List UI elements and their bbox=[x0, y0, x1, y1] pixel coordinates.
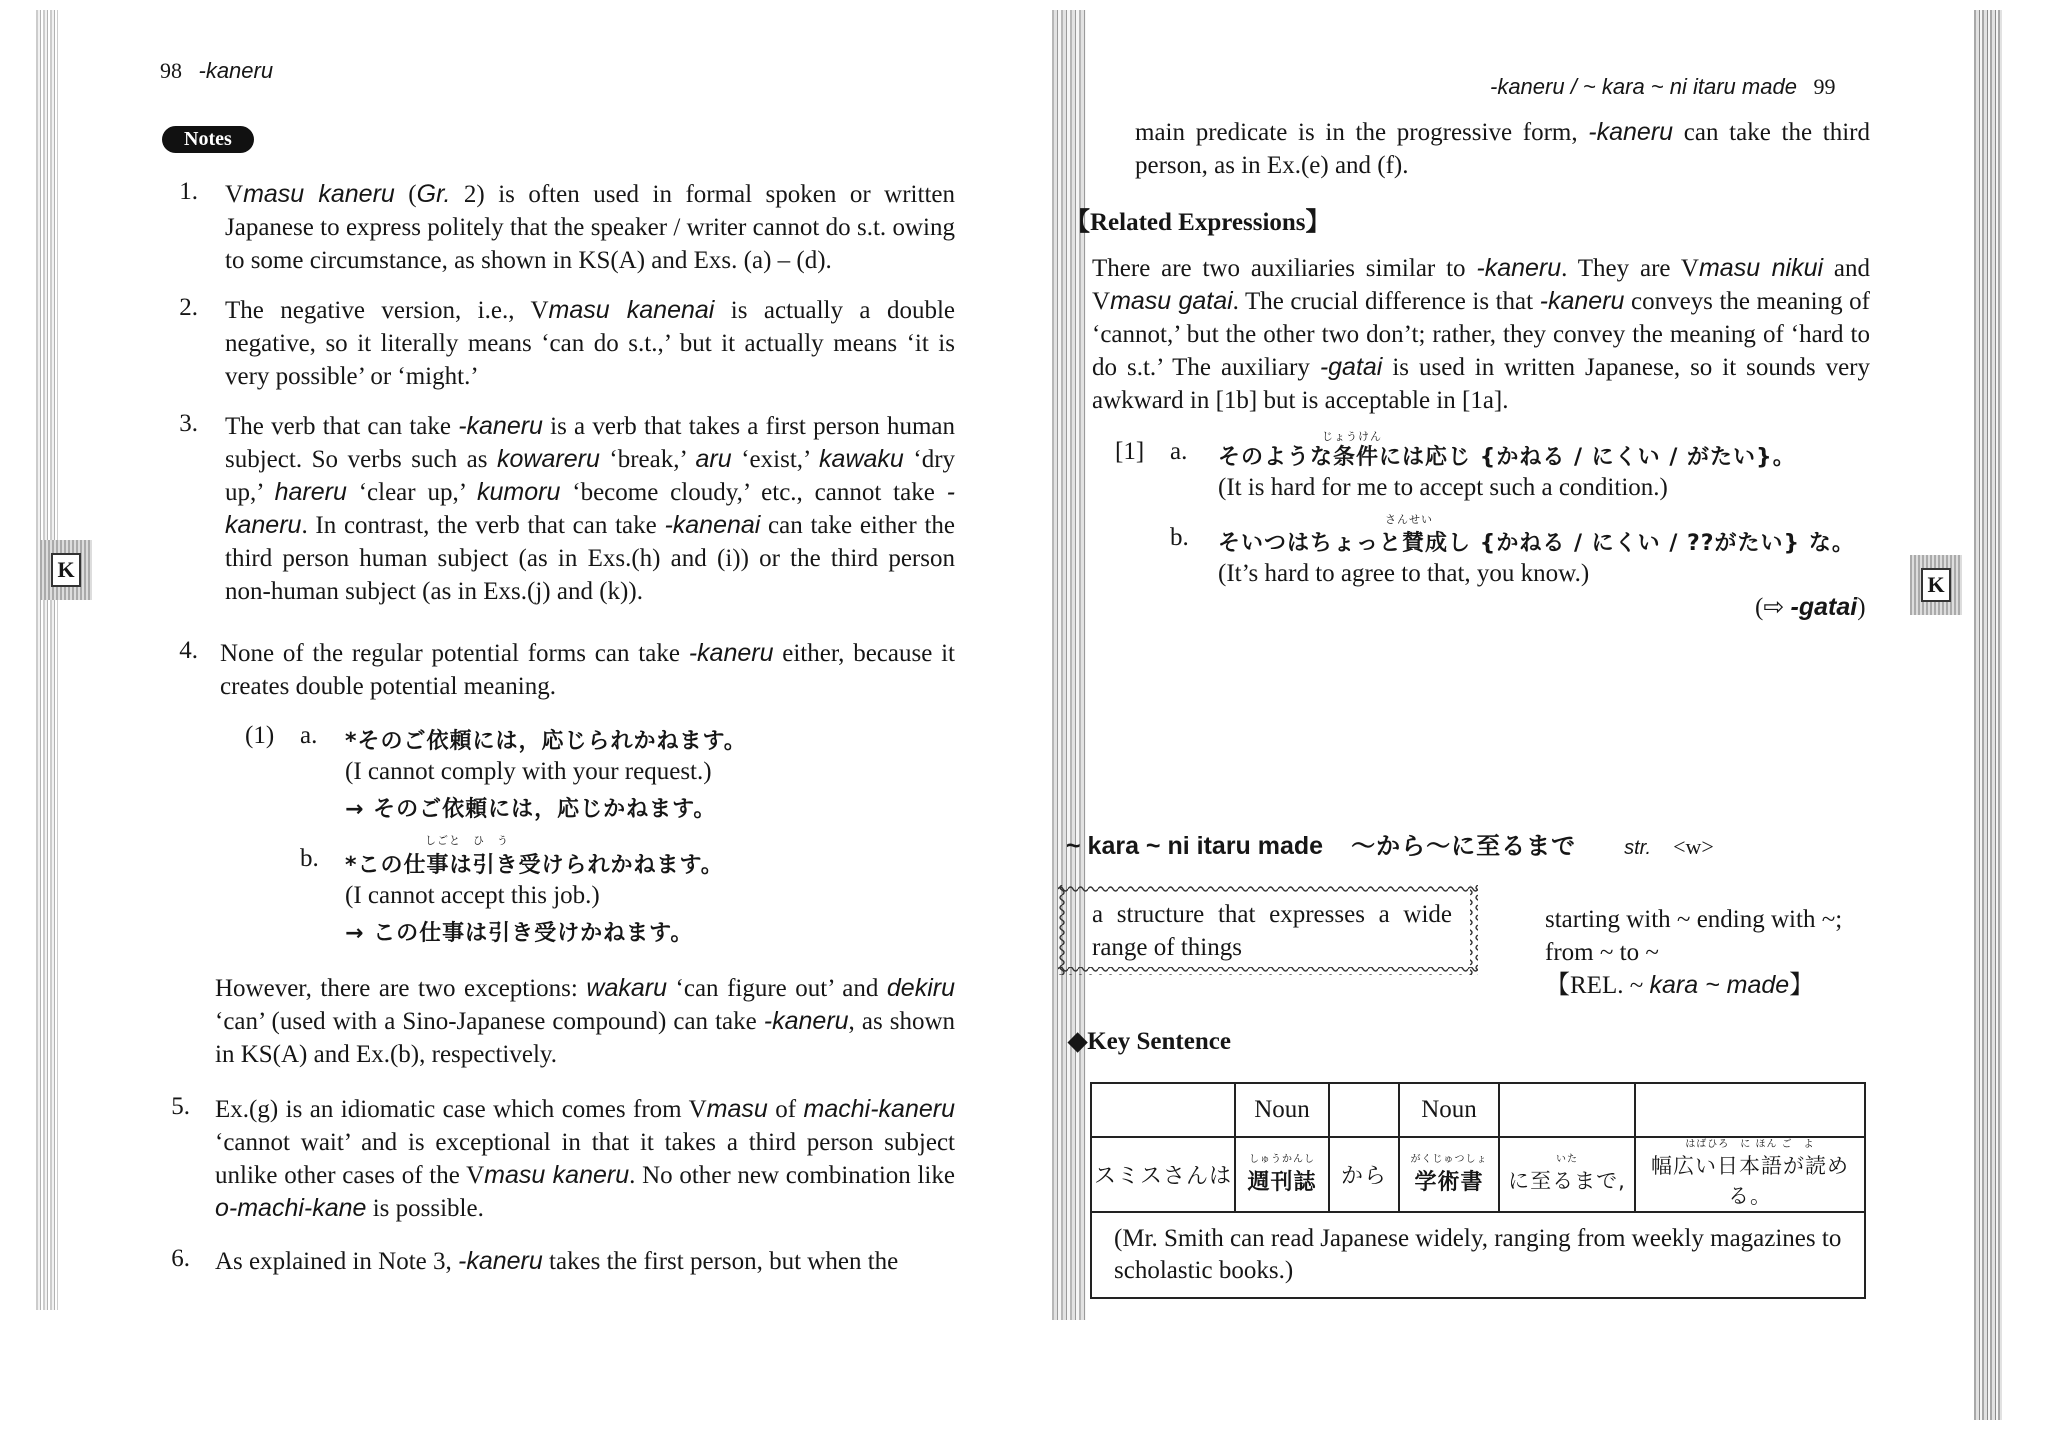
entry-romaji: ~ kara ~ ni itaru made bbox=[1066, 832, 1324, 860]
right-running-head bbox=[1490, 74, 1835, 100]
entry-register: str. bbox=[1624, 837, 1652, 859]
note-3-text: The verb that can take -kaneru is a verb that takes a first person human subject. So verbs such as kowareru ‘break,’ aru ‘exist,’ kawaku ‘dry up,’ hareru ‘clear up,’ kumoru ‘become cloudy,’ etc., cannot take -kaneru. In contrast, the verb that can take -kanenai can take either the third person human subject (as in Exs.(h) and (i)) or the third person non-human subject (as in Exs.(j) and (k)). bbox=[225, 412, 956, 605]
definition-text: a structure that expresses a wide range of things bbox=[1092, 901, 1452, 961]
note-number: 4. bbox=[179, 637, 198, 664]
ks-header-cell: Noun bbox=[1235, 1083, 1329, 1137]
note-number: 6. bbox=[171, 1245, 190, 1272]
furigana: しゅうかんし bbox=[1249, 1153, 1315, 1165]
example-label: b. bbox=[1170, 524, 1189, 551]
cross-reference: (⇨ -gatai) bbox=[1755, 593, 1866, 621]
example-label: b. bbox=[300, 845, 319, 872]
furigana: じょうけん bbox=[1322, 430, 1382, 443]
entry-written-marker: <w> bbox=[1673, 834, 1714, 859]
ks-header-cell bbox=[1635, 1083, 1865, 1137]
example-label: a. bbox=[1170, 438, 1188, 465]
related-expressions-text: There are two auxiliaries similar to -kaneru. They are Vmasu nikui and Vmasu gatai. The crucial difference is that -kaneru conveys the meaning of ‘cannot,’ but the other two don’t; rather, they convey the meaning of ‘hard to do s.t.’ The auxiliary -gatai is used in written Japanese, so it sounds very awkward in [1b] but is acceptable in [1a]. bbox=[1092, 254, 1871, 414]
ks-header-cell bbox=[1091, 1083, 1235, 1137]
example-translation: (It’s hard to agree to that, you know.) bbox=[1218, 560, 1590, 587]
note-6-text: As explained in Note 3, -kaneru takes the first person, but when the bbox=[215, 1247, 899, 1275]
ks-cell: はばひろ に ほん ご よ 幅広い日本語が読める。 bbox=[1635, 1137, 1865, 1212]
ks-header-cell bbox=[1499, 1083, 1635, 1137]
example-jp-sentence: *この仕事は引き受けられかねます。 bbox=[345, 853, 724, 878]
related-expressions-heading: 【Related Expressions】 bbox=[1065, 209, 1331, 236]
note-4-text: None of the regular potential forms can take -kaneru either, because it creates double potential meaning. bbox=[220, 639, 956, 700]
example-label: a. bbox=[300, 722, 318, 749]
example-jp-sentence: そのような条件には応じ {かねる / にくい / がたい}。 bbox=[1218, 445, 1796, 470]
ks-header-cell: Noun bbox=[1399, 1083, 1499, 1137]
furigana: さんせい bbox=[1385, 513, 1433, 526]
ks-cell: いた に至るまで, bbox=[1499, 1137, 1635, 1212]
furigana: がくじゅつしょ bbox=[1410, 1153, 1488, 1165]
key-sentence-table bbox=[1090, 1082, 1866, 1299]
ks-header-row bbox=[1091, 1083, 1865, 1137]
example-jp-sentence: *そのご依頼には，応じられかねます。 bbox=[345, 729, 747, 754]
left-running-head bbox=[160, 58, 273, 84]
right-page-number: 99 bbox=[1813, 74, 1836, 99]
right-head-title: -kaneru / ~ kara ~ ni itaru made bbox=[1490, 74, 1797, 99]
ks-cell: がくじゅつしょ 学術書 bbox=[1399, 1137, 1499, 1212]
tab-letter: K bbox=[51, 553, 81, 587]
example-translation: (I cannot comply with your request.) bbox=[345, 758, 712, 785]
note-2-text: The negative version, i.e., Vmasu kanenai is actually a double negative, so it literally means ‘can do s.t.,’ but it actually means ‘it is very possible’ or ‘might.’ bbox=[225, 296, 955, 390]
ks-translation-row bbox=[1091, 1212, 1865, 1298]
note-6-continuation: main predicate is in the progressive form, -kaneru can take the third person, as in Ex.(e) and (f). bbox=[1135, 118, 1870, 179]
tab-letter: K bbox=[1921, 568, 1951, 602]
note-number: 2. bbox=[179, 294, 198, 321]
ks-translation: (Mr. Smith can read Japanese widely, ranging from weekly magazines to scholastic books.) bbox=[1091, 1212, 1865, 1298]
example-correction: → そのご依頼には，応じかねます。 bbox=[345, 797, 717, 822]
thumb-tab-left bbox=[40, 540, 92, 600]
furigana: はばひろ に ほん ご よ bbox=[1685, 1139, 1815, 1150]
left-head-title: -kaneru bbox=[198, 58, 274, 83]
english-equivalents: starting with ~ ending with ~; from ~ to ~ 【REL. ~ kara ~ made】 bbox=[1545, 906, 1843, 999]
note-number: 3. bbox=[179, 410, 198, 437]
ks-cell: から bbox=[1329, 1137, 1399, 1212]
left-page-number: 98 bbox=[160, 58, 182, 83]
ks-sentence-row bbox=[1091, 1137, 1865, 1212]
example-translation: (It is hard for me to accept such a condition.) bbox=[1218, 474, 1668, 501]
key-sentence-heading: ◆Key Sentence bbox=[1068, 1028, 1231, 1055]
example-jp-sentence: そいつはちょっと賛成し {かねる / にくい / ??がたい} な。 bbox=[1218, 531, 1855, 556]
ks-cell: スミスさんは bbox=[1091, 1137, 1235, 1212]
page-edge-left bbox=[36, 10, 58, 1310]
thumb-tab-right bbox=[1910, 555, 1962, 615]
page-edge-right bbox=[1974, 10, 2002, 1420]
notes-label: Notes bbox=[162, 126, 254, 153]
entry-kana: 〜から〜に至るまで bbox=[1351, 832, 1577, 860]
ks-cell: しゅうかんし 週刊誌 bbox=[1235, 1137, 1329, 1212]
note-number: 1. bbox=[179, 178, 198, 205]
note-4-exceptions: However, there are two exceptions: wakaru ‘can figure out’ and dekiru ‘can’ (used with a Sino-Japanese compound) can take -kaneru, as shown in KS(A) and Ex.(b), respectively. bbox=[215, 974, 955, 1068]
note-5-text: Ex.(g) is an idiomatic case which comes from Vmasu of machi-kaneru ‘cannot wait’ and is exceptional in that it takes a third person subject unlike other cases of the Vmasu kaneru. No other new combination like o-machi-kane is possible. bbox=[215, 1095, 955, 1222]
furigana: しごと ひ う bbox=[425, 834, 509, 847]
example-translation: (I cannot accept this job.) bbox=[345, 882, 600, 909]
entry-heading bbox=[1066, 826, 1714, 861]
furigana: いた bbox=[1556, 1154, 1578, 1165]
example-correction: → この仕事は引き受けかねます。 bbox=[345, 921, 694, 946]
note-1-text: Vmasu kaneru (Gr. 2) is often used in formal spoken or written Japanese to express politely that the speaker / writer cannot do s.t. owing to some circumstance, as shown in KS(A) and Exs. (a) – (d). bbox=[225, 180, 955, 274]
note-number: 5. bbox=[171, 1093, 190, 1120]
ks-header-cell bbox=[1329, 1083, 1399, 1137]
example-number: (1) bbox=[245, 722, 275, 749]
example-number: [1] bbox=[1115, 438, 1145, 465]
